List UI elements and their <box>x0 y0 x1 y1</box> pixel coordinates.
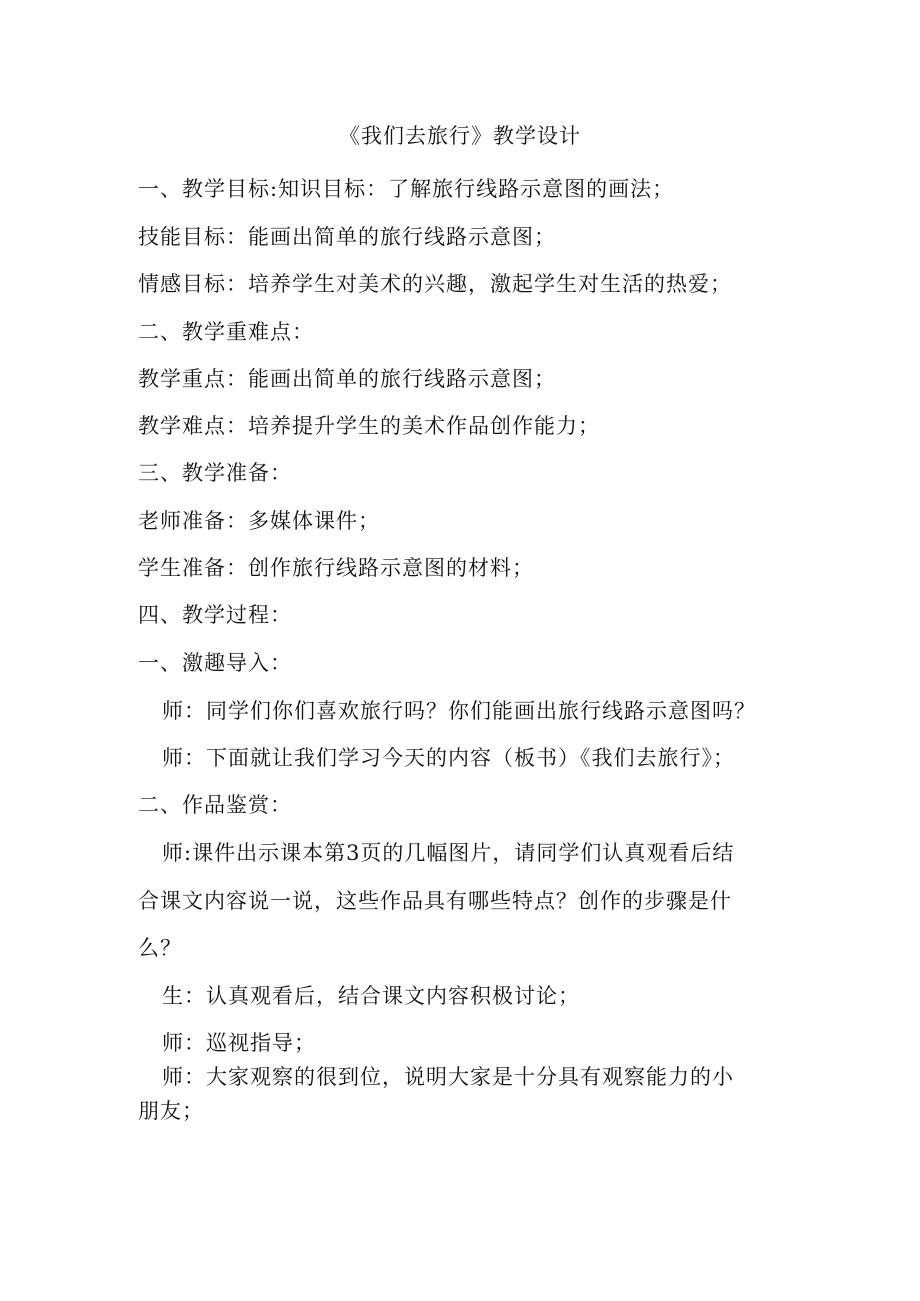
subsection-heading-appreciation: 二、作品鉴赏： <box>138 793 292 817</box>
section-heading-preparation: 三、教学准备： <box>138 461 292 485</box>
section-heading-process: 四、教学过程： <box>138 603 292 627</box>
teacher-praise-line-2: 朋友； <box>138 1099 204 1123</box>
section-heading-key-points: 二、教学重难点： <box>138 320 314 344</box>
objectives-knowledge-line: 一、教学目标:知识目标：了解旅行线路示意图的画法； <box>138 177 675 201</box>
teacher-preparation-line: 老师准备：多媒体课件； <box>138 509 380 533</box>
student-preparation-line: 学生准备：创作旅行线路示意图的材料； <box>138 556 534 580</box>
teacher-courseware-line-1: 师:课件出示课本第3页的几幅图片，请同学们认真观看后结 <box>162 841 735 865</box>
student-discussion-line: 生：认真观看后，结合课文内容积极讨论； <box>162 984 580 1008</box>
teacher-guidance-line: 师：巡视指导； <box>162 1031 316 1055</box>
difficult-point-line: 教学难点：培养提升学生的美术作品创作能力； <box>138 414 600 438</box>
objectives-skill-line: 技能目标：能画出简单的旅行线路示意图； <box>138 225 556 249</box>
objectives-emotion-line: 情感目标：培养学生对美术的兴趣，激起学生对生活的热爱； <box>138 272 732 296</box>
document-title: 《我们去旅行》教学设计 <box>339 124 581 148</box>
teacher-question-line: 师：同学们你们喜欢旅行吗？你们能画出旅行线路示意图吗？ <box>162 699 756 723</box>
teacher-intro-line: 师：下面就让我们学习今天的内容（板书）《我们去旅行》； <box>162 746 735 770</box>
teacher-courseware-line-3: 么？ <box>138 936 182 960</box>
teacher-praise-line-1: 师：大家观察的很到位，说明大家是十分具有观察能力的小 <box>162 1065 734 1089</box>
key-point-line: 教学重点：能画出简单的旅行线路示意图； <box>138 367 556 391</box>
subsection-heading-intro: 一、激趣导入： <box>138 651 292 675</box>
teacher-courseware-line-2: 合课文内容说一说，这些作品具有哪些特点？创作的步骤是什 <box>138 889 732 913</box>
